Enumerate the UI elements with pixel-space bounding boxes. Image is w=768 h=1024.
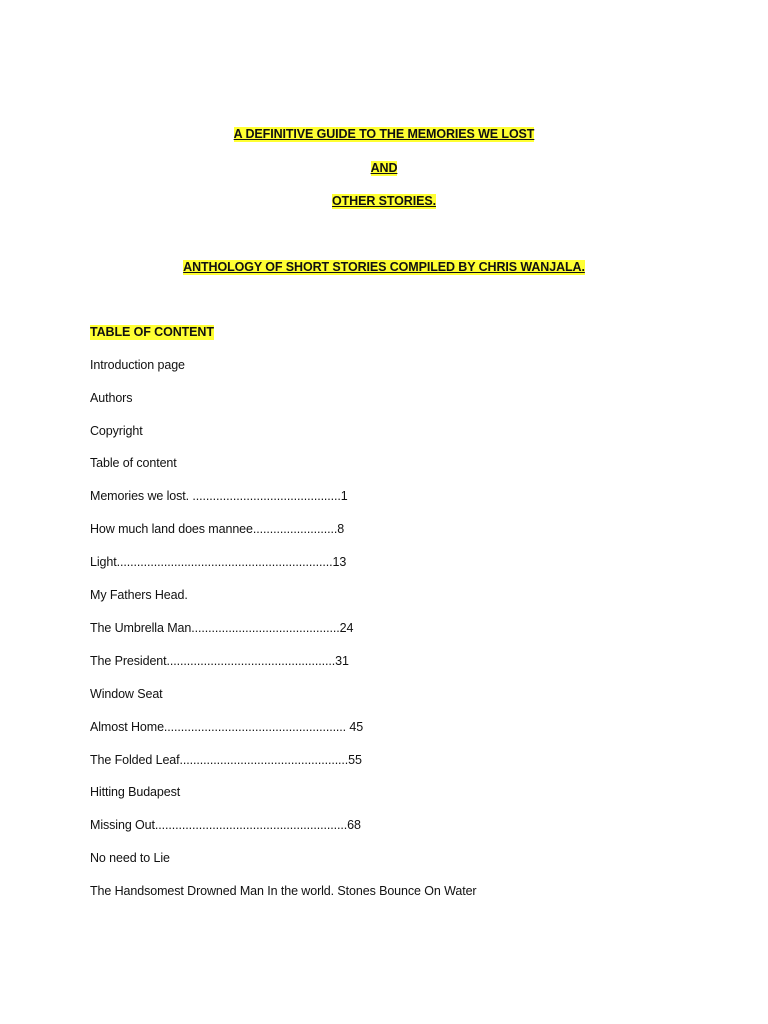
- toc-heading: TABLE OF CONTENT: [90, 325, 214, 339]
- toc-item: Almost Home...................................................... 45: [90, 720, 364, 734]
- toc-item: Light................................................................13: [90, 555, 347, 569]
- title-line-2-container: [0, 160, 768, 176]
- toc-item: The Folded Leaf..................................................55: [90, 753, 362, 767]
- toc-item: Authors: [90, 391, 133, 405]
- toc-item: The Handsomest Drowned Man In the world. Stones Bounce On Water: [90, 884, 477, 898]
- title-line-1-container: [0, 126, 768, 142]
- toc-item: Hitting Budapest: [90, 785, 181, 799]
- title-line-3: OTHER STORIES.: [332, 194, 436, 208]
- toc-item: Introduction page: [90, 358, 185, 372]
- toc-item: The Umbrella Man............................................24: [90, 621, 354, 635]
- toc-heading-container: [90, 324, 214, 340]
- subtitle: ANTHOLOGY OF SHORT STORIES COMPILED BY CHRIS WANJALA.: [183, 260, 585, 274]
- subtitle-container: [0, 259, 768, 275]
- toc-item: Memories we lost. ............................................1: [90, 489, 348, 503]
- toc-item: No need to Lie: [90, 851, 170, 865]
- toc-item: How much land does mannee.........................8: [90, 522, 345, 536]
- toc-item: Missing Out.........................................................68: [90, 818, 361, 832]
- toc-item: Window Seat: [90, 687, 163, 701]
- toc-item: Table of content: [90, 456, 177, 470]
- title-line-2: AND: [370, 161, 398, 175]
- title-line-3-container: [0, 193, 768, 209]
- toc-item: The President..................................................31: [90, 654, 349, 668]
- title-line-1: A DEFINITIVE GUIDE TO THE MEMORIES WE LOST: [233, 127, 535, 141]
- toc-item: My Fathers Head.: [90, 588, 188, 602]
- toc-item: Copyright: [90, 424, 143, 438]
